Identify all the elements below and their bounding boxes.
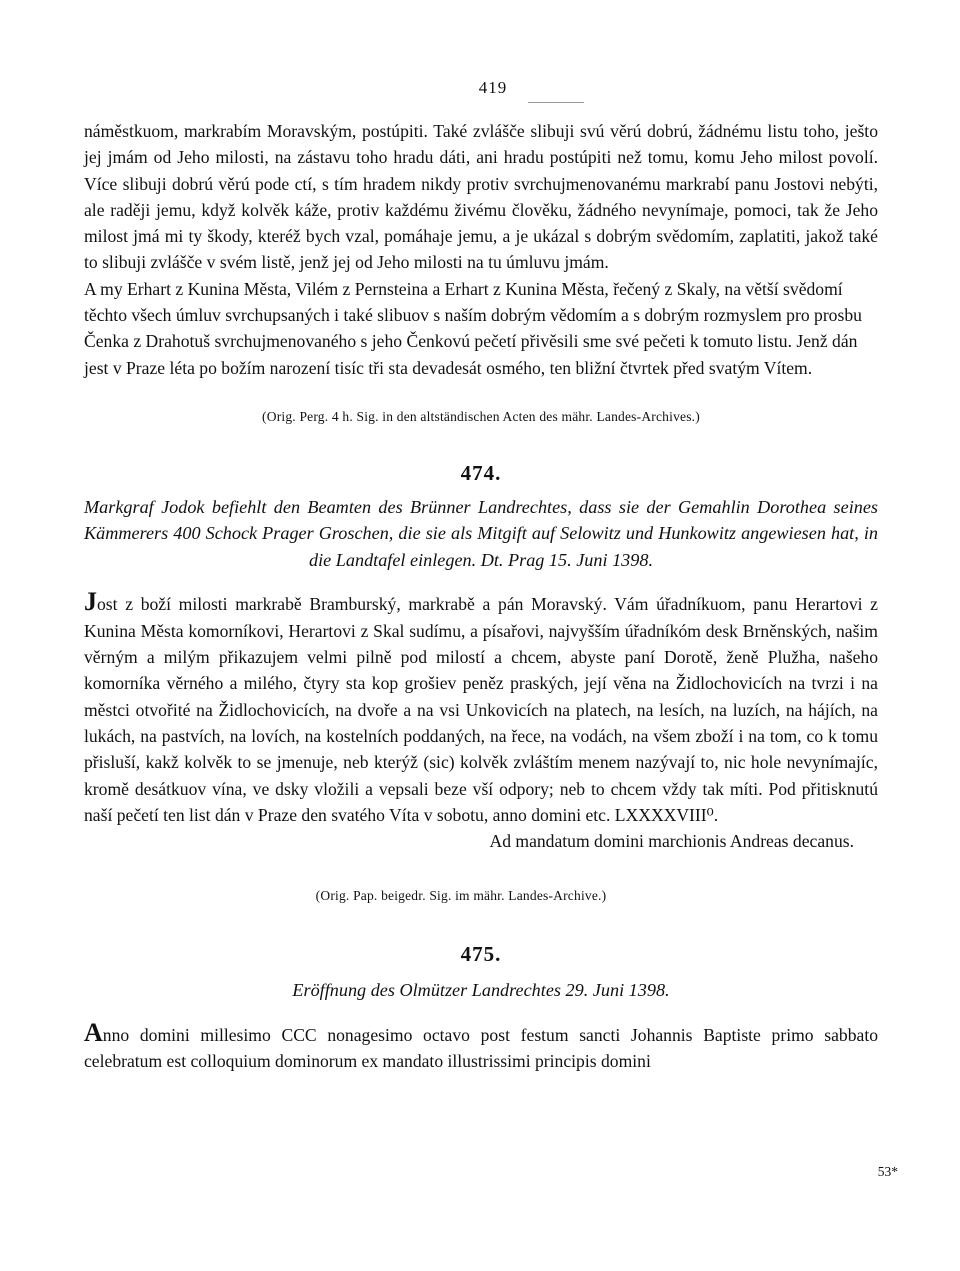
page-number <box>108 78 878 104</box>
document-474-paragraph <box>84 589 878 828</box>
page-number-text: 419 <box>478 78 508 97</box>
document-475-paragraph <box>84 1017 878 1075</box>
document-474-source-note: (Orig. Pap. beigedr. Sig. im mähr. Landes-Archive.) <box>315 888 607 904</box>
document-474-body: ost z boží milosti markrabě Bramburský, markrabě a pán Moravský. Vám úřadníkuom, panu Herartovi z Kunina Města komorníkovi, Herartovi z Skal sudímu, a písařovi, najvyšším úřadníkóm desk Brněnských, našim věrným a milým přikazujem velmi pilně pod milostí a chcem, abyste paní Dorotě, ženě Plužha, našeho komorníka věrného a milého, čtyry sta kop grošiev peněz praských, její věna na Židlochovicích na tvrzi i na městci otvořité na Židlochovicích, na dvoře a na vsi Unkovicích na platech, na lesích, na luzích, na hájích, na lukách, na pastvích, na lovích, na kostelních poddaných, na řece, na vodách, na všem zboží i na tom, co k tomu přisluší, kakž kolvěk to se jmenuje, neb kterýž (sic) kolvěk zvláštím menem nazývají to, nic hole nevynímajíc, kromě desátkuov vína, ve dsky vložili a vepsali beze vší odpory; neb to chcem vždy tak míti. Pod přitisknutú naší pečetí ten list dán v Praze den svatého Víta v sobotu, anno domini etc. LXXXXVIII⁰. <box>84 594 878 825</box>
document-475-body: nno domini millesimo CCC nonagesimo octavo post festum sancti Johannis Baptiste primo sabbato celebratum est colloquium dominorum ex mandato illustrissimi principis domini <box>84 1024 878 1072</box>
intro-paragraph-1: náměstkuom, markrabím Moravským, postúpiti. Také zvlášče slibuji svú věrú dobrú, žádnému listu toho, ješto jej jmám od Jeho milosti, na zástavu toho hradu dáti, ani hradu postúpiti než tomu, komu Jeho milost povolí. Více slibuji dobrú věrú pode ctí, s tím hradem nikdy protiv svrchujmenovanému markrabí panu Jostovi nebýti, ale raději jemu, když kolvěk káže, protiv každému živému člověku, žádného nevynímaje, pomoci, tak že Jeho milost jmá mi ty škody, kteréž bych vzal, pomáhaje jemu, a je ukázal s dobrým svědomím, zaplatiti, jakož také to slibuji zvlášče v svém listě, jenž jej od Jeho milosti na tu úmluvu jmám. <box>84 121 878 273</box>
intro-section <box>84 118 878 381</box>
document-number-474: 474. <box>460 460 502 485</box>
initial-letter: J <box>84 587 97 617</box>
initial-letter: A <box>84 1017 103 1047</box>
document-page <box>84 78 878 1075</box>
page-number-rule <box>528 102 584 103</box>
footer-signature: 53* <box>877 1164 898 1179</box>
regest-474: Markgraf Jodok befiehlt den Beamten des Brünner Landrechtes, dass sie der Gemahlin Dorothea seines Kämmerers 400 Schock Prager Groschen, die sie als Mitgift auf Selowitz und Hunkowitz angewiesen hat, in die Landtafel einlegen. Dt. Prag 15. Juni 1398. <box>84 496 878 570</box>
document-475-text <box>84 1017 878 1075</box>
document-474-signature: Ad mandatum domini marchionis Andreas decanus. <box>489 831 854 852</box>
document-number-475: 475. <box>460 942 502 967</box>
regest-475: Eröffnung des Olmützer Landrechtes 29. Juni 1398. <box>292 980 670 1001</box>
document-474-text <box>84 589 878 854</box>
intro-source-note: (Orig. Perg. 4 h. Sig. in den altständischen Acten des mähr. Landes-Archives.) <box>262 408 700 424</box>
intro-paragraph-2: A my Erhart z Kunina Města, Vilém z Pernsteina a Erhart z Kunina Města, řečený z Skaly, na větší svědomí těchto všech úmluv svrchupsaných i také slibuov s naším dobrým vědomím a s dobrým rozmyslem pro prosbu Čenka z Drahotuš svrchujmenovaného s jeho Čenkovú pečetí přivěsili sme své pečeti k tomuto listu. Jenž dán jest v Praze léta po božím narození tisíc tři sta devadesát osmého, ten bližní čtvrtek před svatým Vítem. <box>84 278 862 378</box>
